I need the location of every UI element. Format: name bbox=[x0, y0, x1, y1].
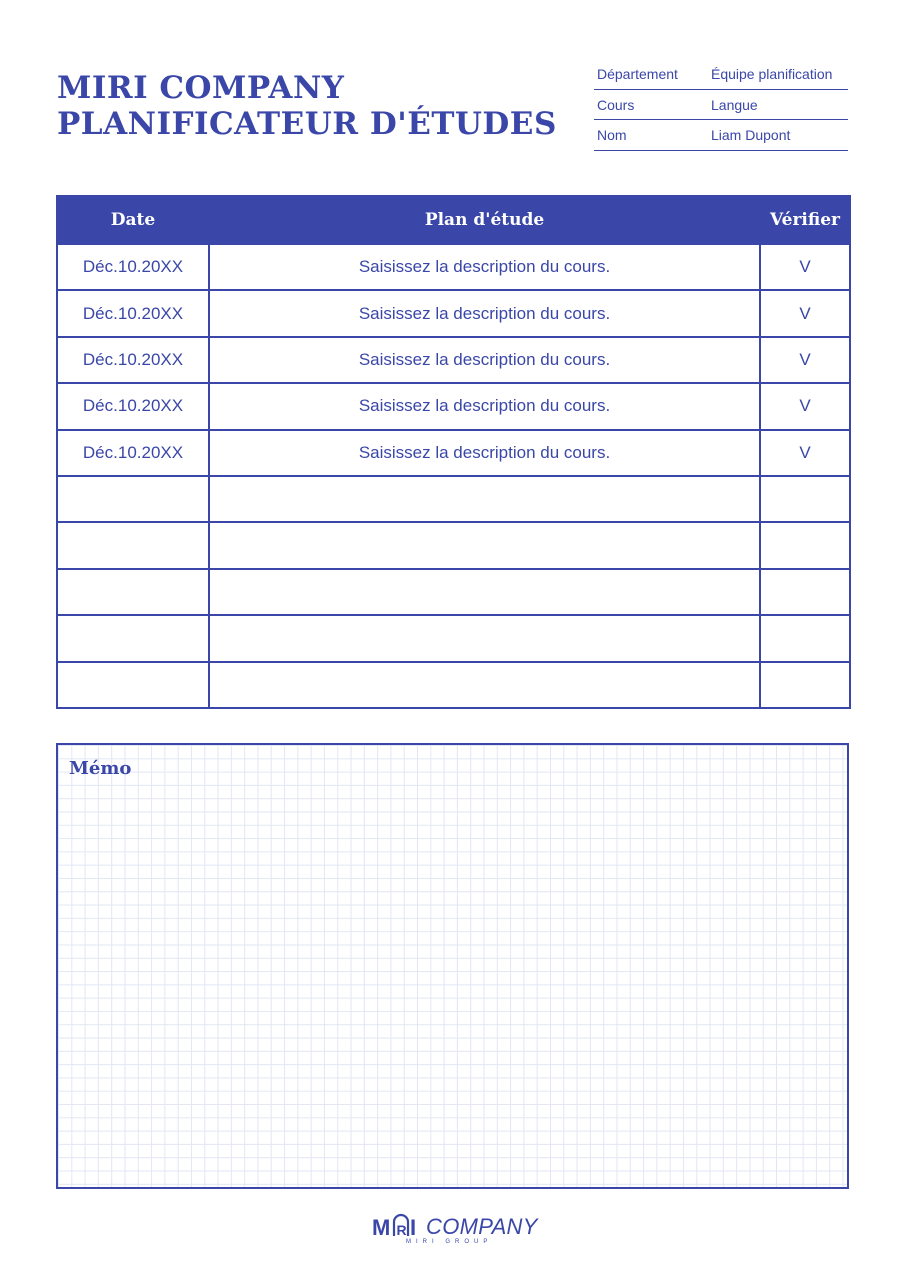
info-table bbox=[594, 59, 848, 151]
logo-wordmark: COMPANY bbox=[426, 1214, 538, 1239]
svg-text:I: I bbox=[410, 1215, 417, 1240]
check-cell[interactable] bbox=[760, 662, 850, 708]
svg-text:M: M bbox=[372, 1215, 391, 1240]
table-row bbox=[57, 244, 850, 290]
info-label: Département bbox=[597, 65, 678, 82]
date-cell[interactable]: Déc.10.20XX bbox=[57, 383, 209, 429]
table-row bbox=[57, 430, 850, 476]
check-cell[interactable] bbox=[760, 615, 850, 661]
table-row bbox=[57, 290, 850, 336]
check-cell[interactable] bbox=[760, 476, 850, 522]
info-value[interactable]: Langue bbox=[711, 96, 758, 113]
date-cell[interactable] bbox=[57, 522, 209, 568]
plan-cell[interactable]: Saisissez la description du cours. bbox=[209, 290, 760, 336]
date-cell[interactable]: Déc.10.20XX bbox=[57, 244, 209, 290]
plan-cell[interactable] bbox=[209, 615, 760, 661]
plan-cell[interactable] bbox=[209, 662, 760, 708]
column-header-date: Date bbox=[57, 196, 209, 244]
plan-cell[interactable]: Saisissez la description du cours. bbox=[209, 383, 760, 429]
plan-cell[interactable] bbox=[209, 569, 760, 615]
date-cell[interactable] bbox=[57, 476, 209, 522]
check-cell[interactable]: V bbox=[760, 383, 850, 429]
info-row-name bbox=[594, 120, 848, 151]
logo-subtitle: MIRI GROUP bbox=[406, 1239, 493, 1245]
check-cell[interactable]: V bbox=[760, 337, 850, 383]
plan-cell[interactable]: Saisissez la description du cours. bbox=[209, 337, 760, 383]
svg-text:R: R bbox=[396, 1222, 407, 1238]
plan-cell[interactable]: Saisissez la description du cours. bbox=[209, 244, 760, 290]
check-cell[interactable] bbox=[760, 522, 850, 568]
memo-area[interactable] bbox=[56, 743, 849, 1189]
table-row bbox=[57, 383, 850, 429]
table-row bbox=[57, 615, 850, 661]
check-cell[interactable]: V bbox=[760, 430, 850, 476]
memo-label: Mémo bbox=[69, 758, 132, 779]
page-title bbox=[57, 70, 577, 142]
info-label: Cours bbox=[597, 96, 635, 113]
info-value[interactable]: Équipe planification bbox=[711, 65, 833, 82]
info-value[interactable]: Liam Dupont bbox=[711, 127, 791, 144]
date-cell[interactable] bbox=[57, 662, 209, 708]
plan-cell[interactable]: Saisissez la description du cours. bbox=[209, 430, 760, 476]
info-row-department bbox=[594, 59, 848, 90]
table-row bbox=[57, 569, 850, 615]
table-row bbox=[57, 662, 850, 708]
company-logo bbox=[372, 1210, 538, 1250]
title-line-company: MIRI COMPANY bbox=[57, 70, 345, 106]
check-cell[interactable]: V bbox=[760, 244, 850, 290]
table-row bbox=[57, 337, 850, 383]
date-cell[interactable]: Déc.10.20XX bbox=[57, 337, 209, 383]
column-header-plan: Plan d'étude bbox=[209, 196, 760, 244]
title-line-planner: PLANIFICATEUR D'ÉTUDES bbox=[57, 106, 557, 142]
date-cell[interactable]: Déc.10.20XX bbox=[57, 430, 209, 476]
table-row bbox=[57, 476, 850, 522]
info-row-course bbox=[594, 90, 848, 121]
date-cell[interactable] bbox=[57, 615, 209, 661]
date-cell[interactable]: Déc.10.20XX bbox=[57, 290, 209, 336]
info-label: Nom bbox=[597, 127, 627, 144]
column-header-check: Vérifier bbox=[760, 196, 850, 244]
check-cell[interactable]: V bbox=[760, 290, 850, 336]
plan-cell[interactable] bbox=[209, 476, 760, 522]
miri-logo-mark-icon bbox=[372, 1210, 426, 1240]
table-row bbox=[57, 522, 850, 568]
study-plan-table bbox=[56, 195, 851, 709]
check-cell[interactable] bbox=[760, 569, 850, 615]
date-cell[interactable] bbox=[57, 569, 209, 615]
plan-cell[interactable] bbox=[209, 522, 760, 568]
table-header-row bbox=[57, 196, 850, 244]
